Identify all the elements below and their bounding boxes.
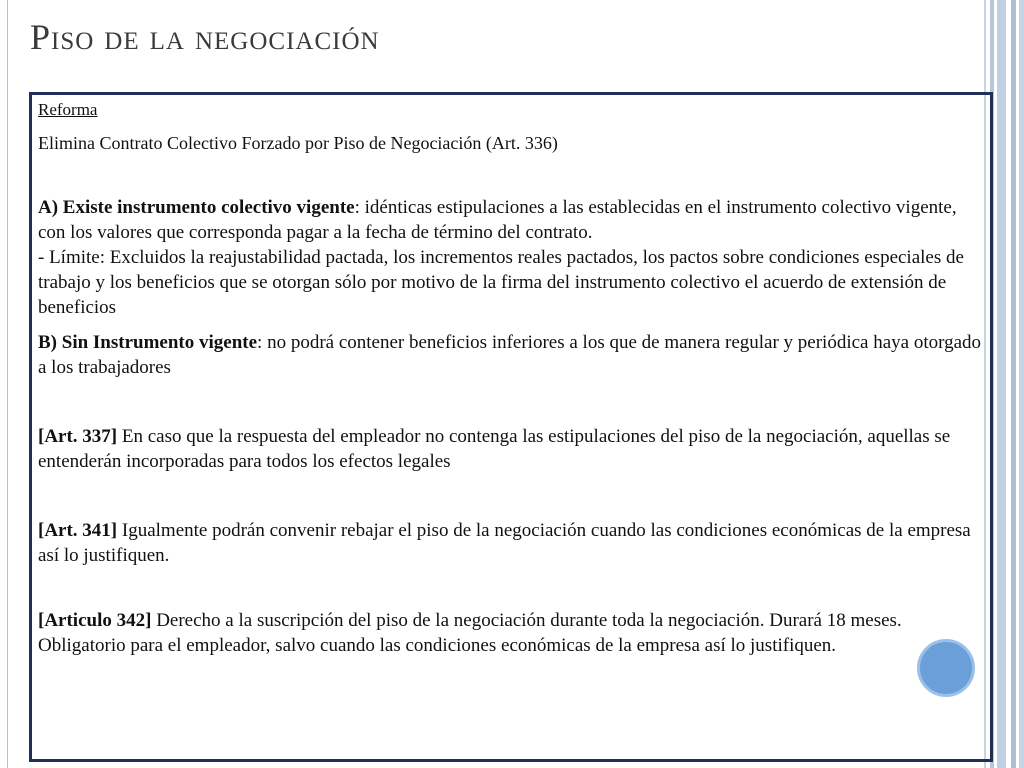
subtitle-text: Elimina Contrato Colectivo Forzado por Piso de Negociación (Art. 336) [38, 133, 558, 153]
reform-label: Reforma [38, 100, 98, 119]
content-box [29, 92, 993, 762]
section-a-text: : idénticas estipulaciones a las establecidas en el instrumento colectivo vigente, con los valores que corresponda pagar a la fecha de término del contrato. [38, 197, 957, 243]
art-337-paragraph [38, 424, 984, 474]
left-frame-line [7, 0, 8, 768]
art-337-text: En caso que la respuesta del empleador no contenga las estipulaciones del piso de la negociación, aquellas se entenderán incorporadas para todos los efectos legales [38, 426, 951, 472]
art-342-heading: [Articulo 342] [38, 610, 152, 631]
art-342-text: Derecho a la suscripción del piso de la negociación durante toda la negociación. Durará 18 meses. Obligatorio para el empleador, salvo cuando las condiciones económicas de la empresa así lo justifiquen. [38, 610, 902, 656]
art-342-paragraph [38, 608, 984, 658]
section-b-text: : no podrá contener beneficios inferiores a los que de manera regular y periódica haya otorgado a los trabajadores [38, 332, 982, 378]
art-341-text: Igualmente podrán convenir rebajar el piso de la negociación cuando las condiciones económicas de la empresa así lo justifiquen. [38, 520, 971, 566]
section-b-paragraph [38, 330, 984, 380]
art-341-paragraph [38, 518, 984, 568]
stripe [1019, 0, 1024, 768]
section-a-heading: A) Existe instrumento colectivo vigente [38, 197, 355, 218]
art-337-heading: [Art. 337] [38, 426, 118, 447]
stripe [997, 0, 1006, 768]
section-a-paragraph [38, 195, 984, 245]
decorative-circle [917, 639, 975, 697]
section-b-heading: B) Sin Instrumento vigente [38, 332, 258, 353]
slide-title: Piso de la negociación [30, 17, 380, 57]
stripe [1011, 0, 1016, 768]
section-a-limit: - Límite: Excluidos la reajustabilidad pactada, los incrementos reales pactados, los pactos sobre condiciones especiales de trabajo y los beneficios que se otorgan sólo por motivo de la firma del instrumento colectivo el acuerdo de extensión de beneficios [38, 247, 964, 318]
art-341-heading: [Art. 341] [38, 520, 118, 541]
